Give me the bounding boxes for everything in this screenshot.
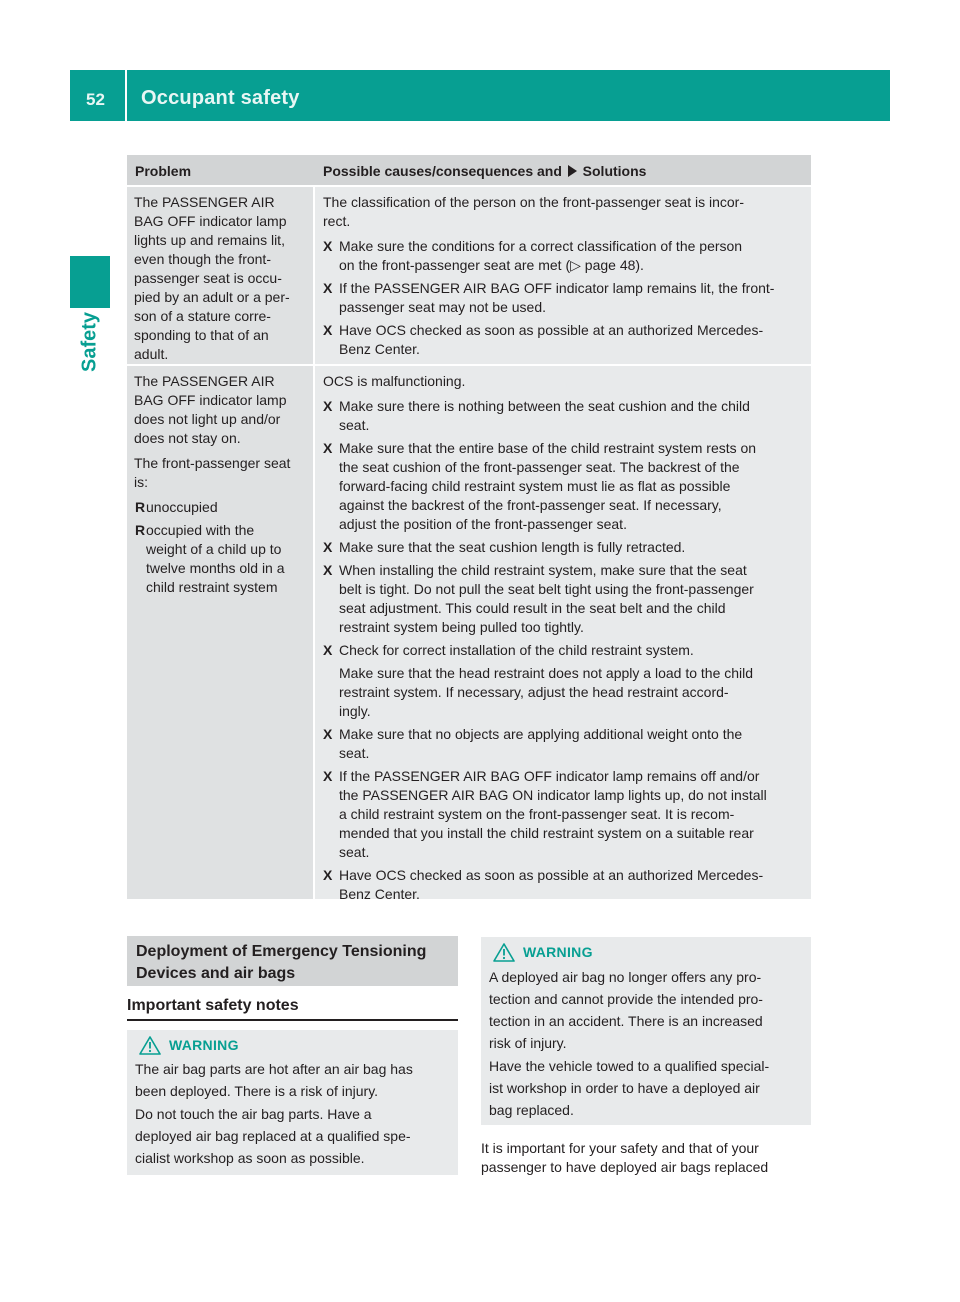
text-line: When installing the child restraint system, make sure that the seat xyxy=(339,562,747,578)
text-line: Make sure the conditions for a correct classification of the person xyxy=(339,238,743,254)
text-line: Make sure that the entire base of the child restraint system rests on xyxy=(339,440,757,456)
text-line: passenger seat may not be used. xyxy=(339,299,547,315)
instruction-step xyxy=(323,237,806,275)
instruction-arrow-icon: X xyxy=(323,539,333,555)
text-line: adjust the position of the front-passenger seat. xyxy=(339,516,627,532)
problem-text xyxy=(134,372,310,597)
text-line: Make sure that no objects are applying additional weight onto the xyxy=(339,726,743,742)
text-line: seat. xyxy=(339,417,370,433)
text-line: seat. xyxy=(339,844,370,860)
text-line: OCS is malfunctioning. xyxy=(323,373,466,389)
text-line: Have OCS checked as soon as possible at an authorized Mercedes- xyxy=(339,867,764,883)
warning-triangle-icon xyxy=(139,1036,161,1055)
instruction-step xyxy=(323,866,806,904)
solution-text xyxy=(323,372,806,908)
column-header-solutions-text: Possible causes/consequences and xyxy=(323,163,562,179)
text-line: Make sure that the head restraint does not apply a load to the child xyxy=(339,665,754,681)
table-row xyxy=(127,366,811,902)
instruction-arrow-icon: X xyxy=(323,238,333,254)
arrow-right-icon xyxy=(568,165,577,177)
section-heading-box xyxy=(127,936,458,986)
solution-cell xyxy=(315,187,811,364)
table-row xyxy=(127,187,811,364)
instruction-step xyxy=(323,641,806,660)
solution-cell xyxy=(315,366,811,902)
text-line: The air bag parts are hot after an air bag has xyxy=(135,1061,413,1077)
text-line: A deployed air bag no longer offers any pro- xyxy=(489,969,762,985)
text-line: seat. xyxy=(339,745,370,761)
note-paragraph xyxy=(323,664,806,721)
text-line: passenger to have deployed air bags replaced xyxy=(481,1159,769,1175)
instruction-step xyxy=(323,279,806,317)
table-header-row xyxy=(127,155,811,185)
section-heading-lines xyxy=(136,941,456,985)
instruction-arrow-icon: X xyxy=(323,398,333,414)
warning-paragraph xyxy=(489,966,809,1054)
instruction-arrow-icon: X xyxy=(323,322,333,338)
text-line: pied by an adult or a per- xyxy=(134,289,290,305)
warning-text xyxy=(135,1058,455,1169)
text-line: child restraint system xyxy=(146,579,278,595)
warning-paragraph xyxy=(135,1058,455,1102)
text-line: bag replaced. xyxy=(489,1102,574,1118)
text-line: The classification of the person on the front-passenger seat is incor- xyxy=(323,194,744,210)
text-line: deployed air bag replaced at a qualified spe- xyxy=(135,1128,411,1144)
problem-cell xyxy=(127,187,313,364)
text-line: Have the vehicle towed to a qualified special- xyxy=(489,1058,770,1074)
text-line: It is important for your safety and that of your xyxy=(481,1140,759,1156)
warning-triangle-icon xyxy=(493,943,515,962)
text-line: been deployed. There is a risk of injury. xyxy=(135,1083,379,1099)
text-line: adult. xyxy=(134,346,169,362)
text-line: Benz Center. xyxy=(339,886,420,902)
instruction-arrow-icon: X xyxy=(323,642,333,658)
cause-paragraph xyxy=(323,372,806,391)
text-line: The front-passenger seat xyxy=(134,455,291,471)
text-line: lights up and remains lit, xyxy=(134,232,285,248)
text-line: restraint system being pulled too tightly. xyxy=(339,619,584,635)
text-line: Devices and air bags xyxy=(136,965,296,982)
text-line: forward-facing child restraint system must lie as flat as possible xyxy=(339,478,731,494)
bullet-icon: R xyxy=(135,522,146,538)
instruction-step xyxy=(323,439,806,534)
text-line: tection in an accident. There is an increased xyxy=(489,1013,763,1029)
text-line: weight of a child up to xyxy=(146,541,282,557)
text-line: is: xyxy=(134,474,148,490)
text-line: seat adjustment. This could result in the seat belt and the child xyxy=(339,600,726,616)
text-line: does not light up and/or xyxy=(134,411,281,427)
instruction-step xyxy=(323,538,806,557)
text-line: on the front-passenger seat are met (▷ page 48). xyxy=(339,257,644,273)
troubleshooting-table xyxy=(127,155,811,902)
body-paragraph xyxy=(481,1139,811,1177)
text-line: cialist workshop as soon as possible. xyxy=(135,1150,365,1166)
text-line: sponding to that of an xyxy=(134,327,269,343)
warning-box-right xyxy=(481,937,811,1125)
instruction-step xyxy=(323,767,806,862)
instruction-arrow-icon: X xyxy=(323,280,333,296)
bullet-icon: R xyxy=(135,499,146,515)
warning-text xyxy=(489,966,809,1121)
instruction-arrow-icon: X xyxy=(323,867,333,883)
side-tab-label: Safety xyxy=(78,311,101,373)
column-header-solutions-text-2: Solutions xyxy=(582,163,647,179)
text-line: ingly. xyxy=(339,703,371,719)
text-line: If the PASSENGER AIR BAG OFF indicator lamp remains off and/or xyxy=(339,768,760,784)
column-header-problem: Problem xyxy=(135,163,192,179)
section-heading xyxy=(136,941,456,985)
text-line: rect. xyxy=(323,213,351,229)
warning-paragraph xyxy=(135,1103,455,1169)
instruction-step xyxy=(323,725,806,763)
problem-paragraph xyxy=(134,454,310,492)
instruction-step xyxy=(323,321,806,359)
page-number: 52 xyxy=(86,90,105,109)
text-line: ist workshop in order to have a deployed air xyxy=(489,1080,760,1096)
cause-paragraph xyxy=(323,193,806,231)
text-line: the seat cushion of the front-passenger seat. The backrest of the xyxy=(339,459,740,475)
text-line: son of a stature corre- xyxy=(134,308,271,324)
text-line: twelve months old in a xyxy=(146,560,285,576)
text-line: does not stay on. xyxy=(134,430,241,446)
column-header-solutions xyxy=(323,163,646,179)
text-line: the PASSENGER AIR BAG ON indicator lamp lights up, do not install xyxy=(339,787,767,803)
solution-text xyxy=(323,193,806,363)
problem-cell xyxy=(127,366,313,899)
subsection-rule xyxy=(127,1019,458,1021)
text-line: tection and cannot provide the intended pro- xyxy=(489,991,763,1007)
problem-paragraph xyxy=(134,193,310,364)
side-tab-marker xyxy=(70,256,110,308)
subsection-heading: Important safety notes xyxy=(127,997,299,1014)
warning-title: WARNING xyxy=(523,944,593,960)
text-line: BAG OFF indicator lamp xyxy=(134,392,287,408)
text-line: mended that you install the child restraint system on a suitable rear xyxy=(339,825,754,841)
bullet-item xyxy=(134,521,310,597)
text-line: restraint system. If necessary, adjust the head restraint accord- xyxy=(339,684,729,700)
text-line: Make sure there is nothing between the seat cushion and the child xyxy=(339,398,750,414)
text-line: a child restraint system on the front-passenger seat. It is recom- xyxy=(339,806,735,822)
text-line: The PASSENGER AIR xyxy=(134,373,275,389)
bullet-item xyxy=(134,498,310,517)
text-line: against the backrest of the front-passenger seat. If necessary, xyxy=(339,497,722,513)
text-line: Do not touch the air bag parts. Have a xyxy=(135,1106,372,1122)
instruction-step xyxy=(323,561,806,637)
text-line: Check for correct installation of the child restraint system. xyxy=(339,642,694,658)
text-line: occupied with the xyxy=(146,522,255,538)
text-line: belt is tight. Do not pull the seat belt tight using the front-passenger xyxy=(339,581,754,597)
page-title: Occupant safety xyxy=(141,87,300,109)
warning-title: WARNING xyxy=(169,1037,239,1053)
instruction-arrow-icon: X xyxy=(323,768,333,784)
instruction-step xyxy=(323,397,806,435)
problem-text xyxy=(134,193,310,364)
text-line: passenger seat is occu- xyxy=(134,270,282,286)
text-line: Have OCS checked as soon as possible at an authorized Mercedes- xyxy=(339,322,764,338)
header-separator xyxy=(125,70,127,121)
warning-box-left xyxy=(127,1030,458,1175)
body-lines xyxy=(481,1139,811,1177)
text-line: unoccupied xyxy=(146,499,218,515)
instruction-arrow-icon: X xyxy=(323,726,333,742)
text-line: Benz Center. xyxy=(339,341,420,357)
instruction-arrow-icon: X xyxy=(323,440,333,456)
text-line: risk of injury. xyxy=(489,1035,567,1051)
text-line: If the PASSENGER AIR BAG OFF indicator lamp remains lit, the front- xyxy=(339,280,775,296)
text-line: BAG OFF indicator lamp xyxy=(134,213,287,229)
warning-paragraph xyxy=(489,1055,809,1121)
instruction-arrow-icon: X xyxy=(323,562,333,578)
text-line: Deployment of Emergency Tensioning xyxy=(136,943,427,960)
text-line: even though the front- xyxy=(134,251,271,267)
problem-paragraph xyxy=(134,372,310,448)
text-line: The PASSENGER AIR xyxy=(134,194,275,210)
text-line: Make sure that the seat cushion length is fully retracted. xyxy=(339,539,686,555)
